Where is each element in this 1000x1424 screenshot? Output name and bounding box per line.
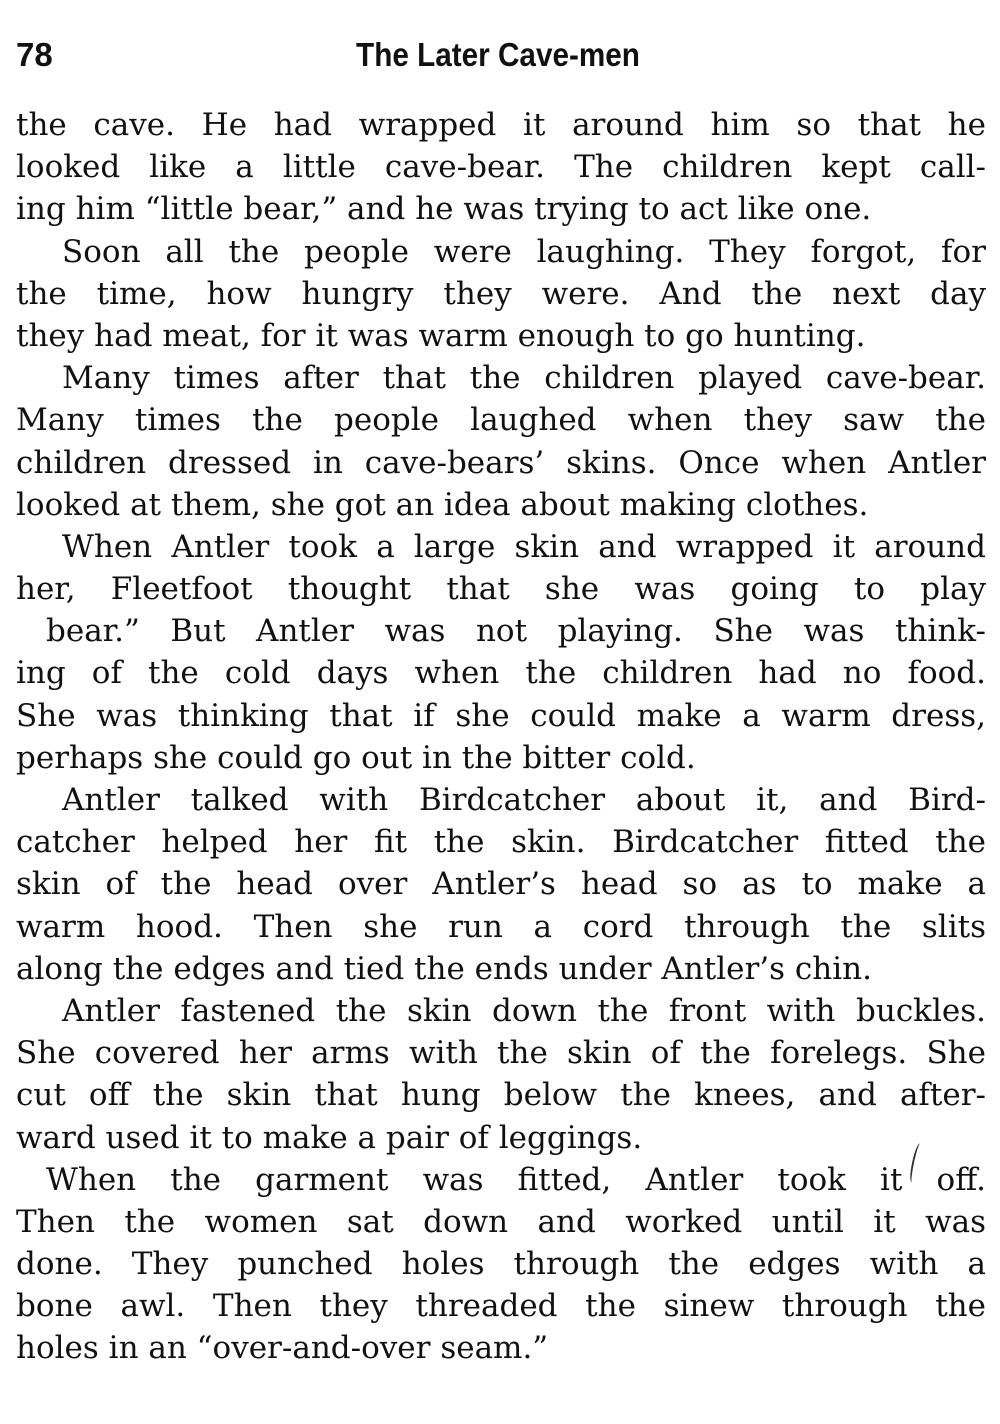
text-line: catcher helped her fit the skin. Birdcatcher fitted the [16, 824, 986, 861]
text-line: her, Fleetfoot thought that she was going to play [16, 571, 986, 608]
text-line: holes in an “over-and-over seam.” [16, 1330, 549, 1367]
text-line: Antler fastened the skin down the front with buckles. [62, 992, 986, 1029]
text-line: Then the women sat down and worked until it was [16, 1203, 986, 1240]
text-line: they had meat, for it was warm enough to go hunting. [16, 317, 866, 354]
text-line: ward used it to make a pair of leggings. [16, 1119, 643, 1156]
text-line: bone awl. Then they threaded the sinew through the [16, 1288, 986, 1325]
text-line: looked like a little cave-bear. The children kept call- [16, 149, 986, 186]
text-line: children dressed in cave-bears’ skins. Once when Antler [16, 444, 986, 481]
text-line: bear.” But Antler was not playing. She was think- [46, 613, 986, 650]
text-line: perhaps she could go out in the bitter cold. [16, 739, 696, 776]
page-number: 78 [16, 36, 53, 73]
text-line: the time, how hungry they were. And the next day [16, 275, 986, 312]
text-line: ing him “little bear,” and he was trying to act like one. [16, 191, 872, 228]
text-line: cut off the skin that hung below the knees, and after- [16, 1077, 986, 1114]
text-line: skin of the head over Antler’s head so as to make a [16, 866, 986, 903]
running-title: The Later Cave-men [356, 36, 640, 73]
running-head [16, 30, 980, 80]
text-line: looked at them, she got an idea about making clothes. [16, 486, 869, 523]
text-line: done. They punched holes through the edges with a [16, 1246, 986, 1283]
text-line: Antler talked with Birdcatcher about it, and Bird- [62, 782, 986, 818]
text-line: along the edges and tied the ends under Antler’s chin. [16, 950, 872, 987]
text-line: Many times after that the children played cave-bear. [62, 360, 986, 397]
text-line: When the garment was fitted, Antler took it off. [46, 1161, 986, 1198]
text-line: She was thinking that if she could make a warm dress, [16, 697, 986, 734]
text-line: ing of the cold days when the children had no food. [16, 655, 986, 692]
text-line: She covered her arms with the skin of the forelegs. She [16, 1035, 986, 1072]
text-line: Many times the people laughed when they saw the [16, 402, 986, 439]
text-line: When Antler took a large skin and wrapped it around [62, 528, 986, 565]
body-text [16, 104, 986, 1370]
text-line: Soon all the people were laughing. They forgot, for [62, 233, 986, 270]
text-line: the cave. He had wrapped it around him so that he [16, 107, 986, 143]
text-line: warm hood. Then she run a cord through the slits [16, 908, 986, 945]
